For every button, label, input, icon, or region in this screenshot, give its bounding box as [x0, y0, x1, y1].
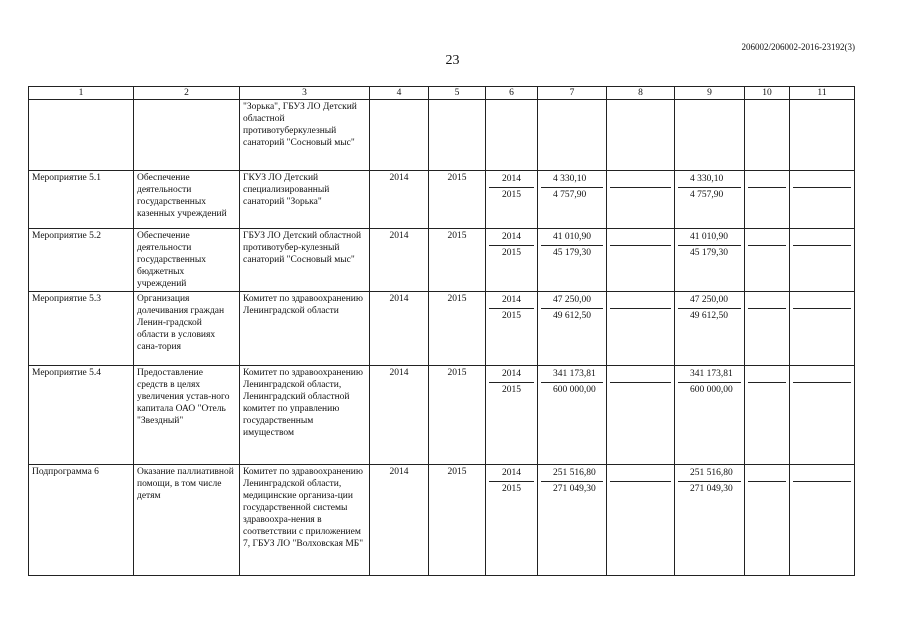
measure-description-cell: Предоставление средств в целях увеличения устав-ного капитала ОАО "Отель "Звездный" — [134, 366, 240, 465]
column-header: 5 — [429, 87, 486, 100]
table-row-continuation — [29, 100, 855, 171]
column-header: 3 — [240, 87, 370, 100]
column-header: 9 — [675, 87, 745, 100]
start-year-cell: 2014 — [370, 292, 429, 366]
regional-funding-cell — [675, 171, 745, 229]
other-funding-cell — [790, 229, 855, 292]
funding-value: 341 173,81 — [553, 369, 596, 379]
start-year-cell: 2014 — [370, 465, 429, 576]
cell-empty — [486, 100, 538, 171]
cell-empty — [134, 100, 240, 171]
document-id: 206002/206002-2016-23192(3) — [741, 42, 855, 52]
cell-empty — [675, 100, 745, 171]
measure-description-cell: Обеспечение деятельности государственных бюджетных учреждений — [134, 229, 240, 292]
other-funding-cell — [790, 465, 855, 576]
funding-value: 45 179,30 — [678, 245, 741, 261]
start-year-cell: 2014 — [370, 171, 429, 229]
cell-empty — [429, 100, 486, 171]
table-row — [29, 366, 855, 465]
funding-value: 47 250,00 — [553, 295, 591, 305]
column-header: 8 — [607, 87, 675, 100]
federal-funding-cell — [607, 171, 675, 229]
other-funding-cell — [790, 171, 855, 229]
year-value: 2015 — [489, 308, 534, 324]
cell-empty — [29, 100, 134, 171]
funding-value: 4 757,90 — [678, 187, 741, 203]
year-split-cell — [486, 366, 538, 465]
regional-funding-cell — [675, 465, 745, 576]
column-header: 11 — [790, 87, 855, 100]
funding-value: 49 612,50 — [678, 308, 741, 324]
cell-empty — [538, 100, 607, 171]
year-value: 2015 — [489, 481, 534, 497]
year-value: 2014 — [502, 468, 521, 478]
year-value: 2015 — [489, 382, 534, 398]
program-table — [28, 86, 855, 576]
funding-value: 45 179,30 — [541, 245, 603, 261]
column-header: 10 — [745, 87, 790, 100]
year-value: 2014 — [502, 295, 521, 305]
column-header: 1 — [29, 87, 134, 100]
funding-value: 600 000,00 — [541, 382, 603, 398]
executor-cell: "Зорька", ГБУЗ ЛО Детский областной противотуберкулезный санаторий "Сосновый мыс" — [240, 100, 370, 171]
funding-value: 271 049,30 — [541, 481, 603, 497]
year-split-cell — [486, 292, 538, 366]
year-value: 2014 — [502, 369, 521, 379]
local-funding-cell — [745, 229, 790, 292]
federal-funding-cell — [607, 465, 675, 576]
federal-funding-cell — [607, 366, 675, 465]
other-funding-cell — [790, 292, 855, 366]
table-row — [29, 465, 855, 576]
federal-funding-cell — [607, 229, 675, 292]
table-row — [29, 171, 855, 229]
year-value: 2014 — [502, 232, 521, 242]
table-row — [29, 229, 855, 292]
start-year-cell: 2014 — [370, 366, 429, 465]
measure-description-cell: Организация долечивания граждан Ленин-градской области в условиях сана-тория — [134, 292, 240, 366]
year-value: 2015 — [489, 187, 534, 203]
end-year-cell: 2015 — [429, 465, 486, 576]
total-funding-cell — [538, 366, 607, 465]
measure-name-cell: Мероприятие 5.2 — [29, 229, 134, 292]
measure-description-cell: Обеспечение деятельности государственных казенных учреждений — [134, 171, 240, 229]
executor-cell: Комитет по здравоохранению Ленинградской области — [240, 292, 370, 366]
funding-value: 4 330,10 — [553, 174, 587, 184]
executor-cell: ГКУЗ ЛО Детский специализированный санаторий "Зорька" — [240, 171, 370, 229]
funding-value: 341 173,81 — [690, 369, 733, 379]
total-funding-cell — [538, 465, 607, 576]
column-header: 2 — [134, 87, 240, 100]
cell-empty — [370, 100, 429, 171]
table-row — [29, 292, 855, 366]
year-value: 2015 — [489, 245, 534, 261]
end-year-cell: 2015 — [429, 292, 486, 366]
local-funding-cell — [745, 171, 790, 229]
measure-description-cell: Оказание паллиативной помощи, в том числе детям — [134, 465, 240, 576]
end-year-cell: 2015 — [429, 229, 486, 292]
year-split-cell — [486, 229, 538, 292]
column-header: 4 — [370, 87, 429, 100]
funding-value: 600 000,00 — [678, 382, 741, 398]
local-funding-cell — [745, 292, 790, 366]
end-year-cell: 2015 — [429, 366, 486, 465]
funding-value: 47 250,00 — [690, 295, 728, 305]
year-value: 2014 — [502, 174, 521, 184]
year-split-cell — [486, 171, 538, 229]
measure-name-cell: Подпрограмма 6 — [29, 465, 134, 576]
cell-empty — [790, 100, 855, 171]
regional-funding-cell — [675, 366, 745, 465]
funding-value: 4 330,10 — [690, 174, 724, 184]
executor-cell: Комитет по здравоохранению Ленинградской области, медицинские организа-ции государственной системы здравоохра-нения в соответствии с приложением 7, ГБУЗ ЛО "Волховская МБ" — [240, 465, 370, 576]
total-funding-cell — [538, 292, 607, 366]
funding-value: 271 049,30 — [678, 481, 741, 497]
funding-value: 4 757,90 — [541, 187, 603, 203]
executor-cell: ГБУЗ ЛО Детский областной противотубер-кулезный санаторий "Сосновый мыс" — [240, 229, 370, 292]
column-header: 6 — [486, 87, 538, 100]
regional-funding-cell — [675, 229, 745, 292]
column-header-row — [29, 87, 855, 100]
funding-value: 49 612,50 — [541, 308, 603, 324]
measure-name-cell: Мероприятие 5.3 — [29, 292, 134, 366]
local-funding-cell — [745, 366, 790, 465]
federal-funding-cell — [607, 292, 675, 366]
total-funding-cell — [538, 229, 607, 292]
column-header: 7 — [538, 87, 607, 100]
cell-empty — [745, 100, 790, 171]
cell-empty — [607, 100, 675, 171]
local-funding-cell — [745, 465, 790, 576]
funding-value: 41 010,90 — [690, 232, 728, 242]
year-split-cell — [486, 465, 538, 576]
measure-name-cell: Мероприятие 5.4 — [29, 366, 134, 465]
total-funding-cell — [538, 171, 607, 229]
executor-cell: Комитет по здравоохранению Ленинградской области, Ленинградский областной комитет по управлению государственным имуществом — [240, 366, 370, 465]
start-year-cell: 2014 — [370, 229, 429, 292]
end-year-cell: 2015 — [429, 171, 486, 229]
regional-funding-cell — [675, 292, 745, 366]
funding-value: 251 516,80 — [690, 468, 733, 478]
page-number: 23 — [445, 53, 460, 68]
other-funding-cell — [790, 366, 855, 465]
measure-name-cell: Мероприятие 5.1 — [29, 171, 134, 229]
funding-value: 41 010,90 — [553, 232, 591, 242]
funding-value: 251 516,80 — [553, 468, 596, 478]
